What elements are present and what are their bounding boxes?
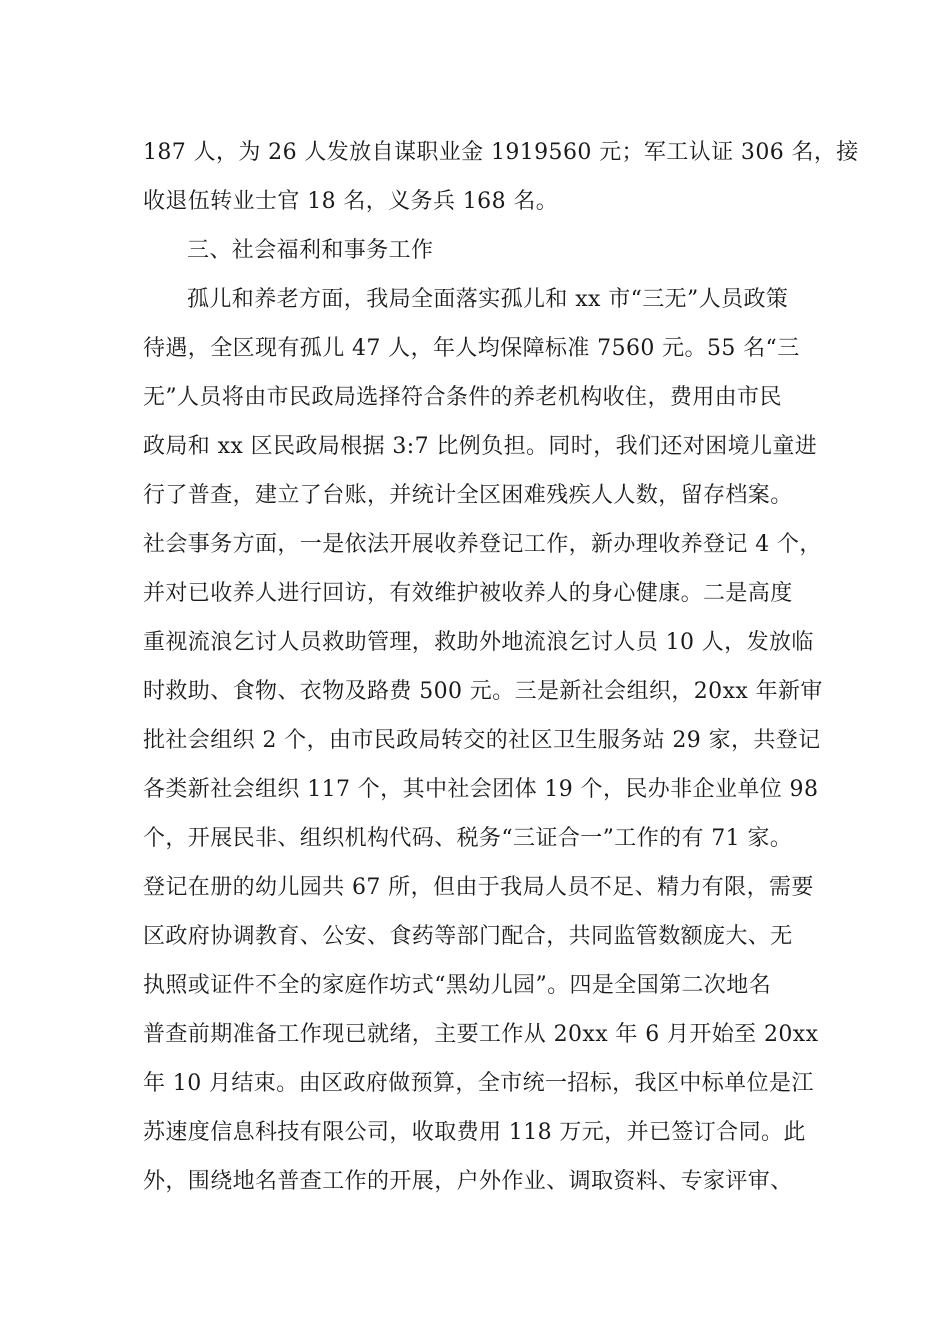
text-line: 普查前期准备工作现已就绪，主要工作从 20xx 年 6 月开始至 20xx (143, 1022, 819, 1047)
text-line: 批社会组织 2 个，由市民政局转交的社区卫生服务站 29 家，共登记 (143, 728, 821, 753)
document-body (143, 128, 859, 1206)
text-line: 并对已收养人进行回访，有效维护被收养人的身心健康。二是高度 (143, 581, 793, 606)
text-line: 政局和 xx 区民政局根据 3:7 比例负担。同时，我们还对困境儿童进 (143, 434, 818, 459)
section-heading: 三、社会福利和事务工作 (187, 238, 434, 263)
text-line: 时救助、食物、衣物及路费 500 元。三是新社会组织，20xx 年新审 (143, 679, 823, 704)
text-line: 年 10 月结束。由区政府做预算，全市统一招标，我区中标单位是江 (143, 1071, 814, 1096)
text-line: 登记在册的幼儿园共 67 所，但由于我局人员不足、精力有限，需要 (143, 875, 814, 900)
text-line: 外，围绕地名普查工作的开展，户外作业、调取资料、专家评审、 (143, 1169, 793, 1194)
text-line: 待遇，全区现有孤儿 47 人，年人均保障标准 7560 元。55 名“三 (143, 336, 800, 361)
text-line: 孤儿和养老方面，我局全面落实孤儿和 xx 市“三无”人员政策 (187, 287, 789, 312)
text-line: 无”人员将由市民政局选择符合条件的养老机构收住，费用由市民 (143, 385, 782, 410)
text-line: 重视流浪乞讨人员救助管理，救助外地流浪乞讨人员 10 人，发放临 (143, 630, 814, 655)
text-line: 收退伍转业士官 18 名，义务兵 168 名。 (143, 189, 559, 214)
text-line: 执照或证件不全的家庭作坊式“黑幼儿园”。四是全国第二次地名 (143, 973, 772, 998)
text-line: 社会事务方面，一是依法开展收养登记工作，新办理收养登记 4 个， (143, 532, 822, 557)
text-line: 行了普查，建立了台账，并统计全区困难残疾人人数，留存档案。 (143, 483, 793, 508)
text-line: 区政府协调教育、公安、食药等部门配合，共同监管数额庞大、无 (143, 924, 793, 949)
text-line: 各类新社会组织 117 个，其中社会团体 19 个，民办非企业单位 98 (143, 777, 819, 802)
text-line: 个，开展民非、组织机构代码、税务“三证合一”工作的有 71 家。 (143, 826, 793, 851)
text-line: 苏速度信息科技有限公司，收取费用 118 万元，并已签订合同。此 (143, 1120, 806, 1145)
text-line: 187 人，为 26 人发放自谋职业金 1919560 元；军工认证 306 名，接 (143, 140, 859, 165)
